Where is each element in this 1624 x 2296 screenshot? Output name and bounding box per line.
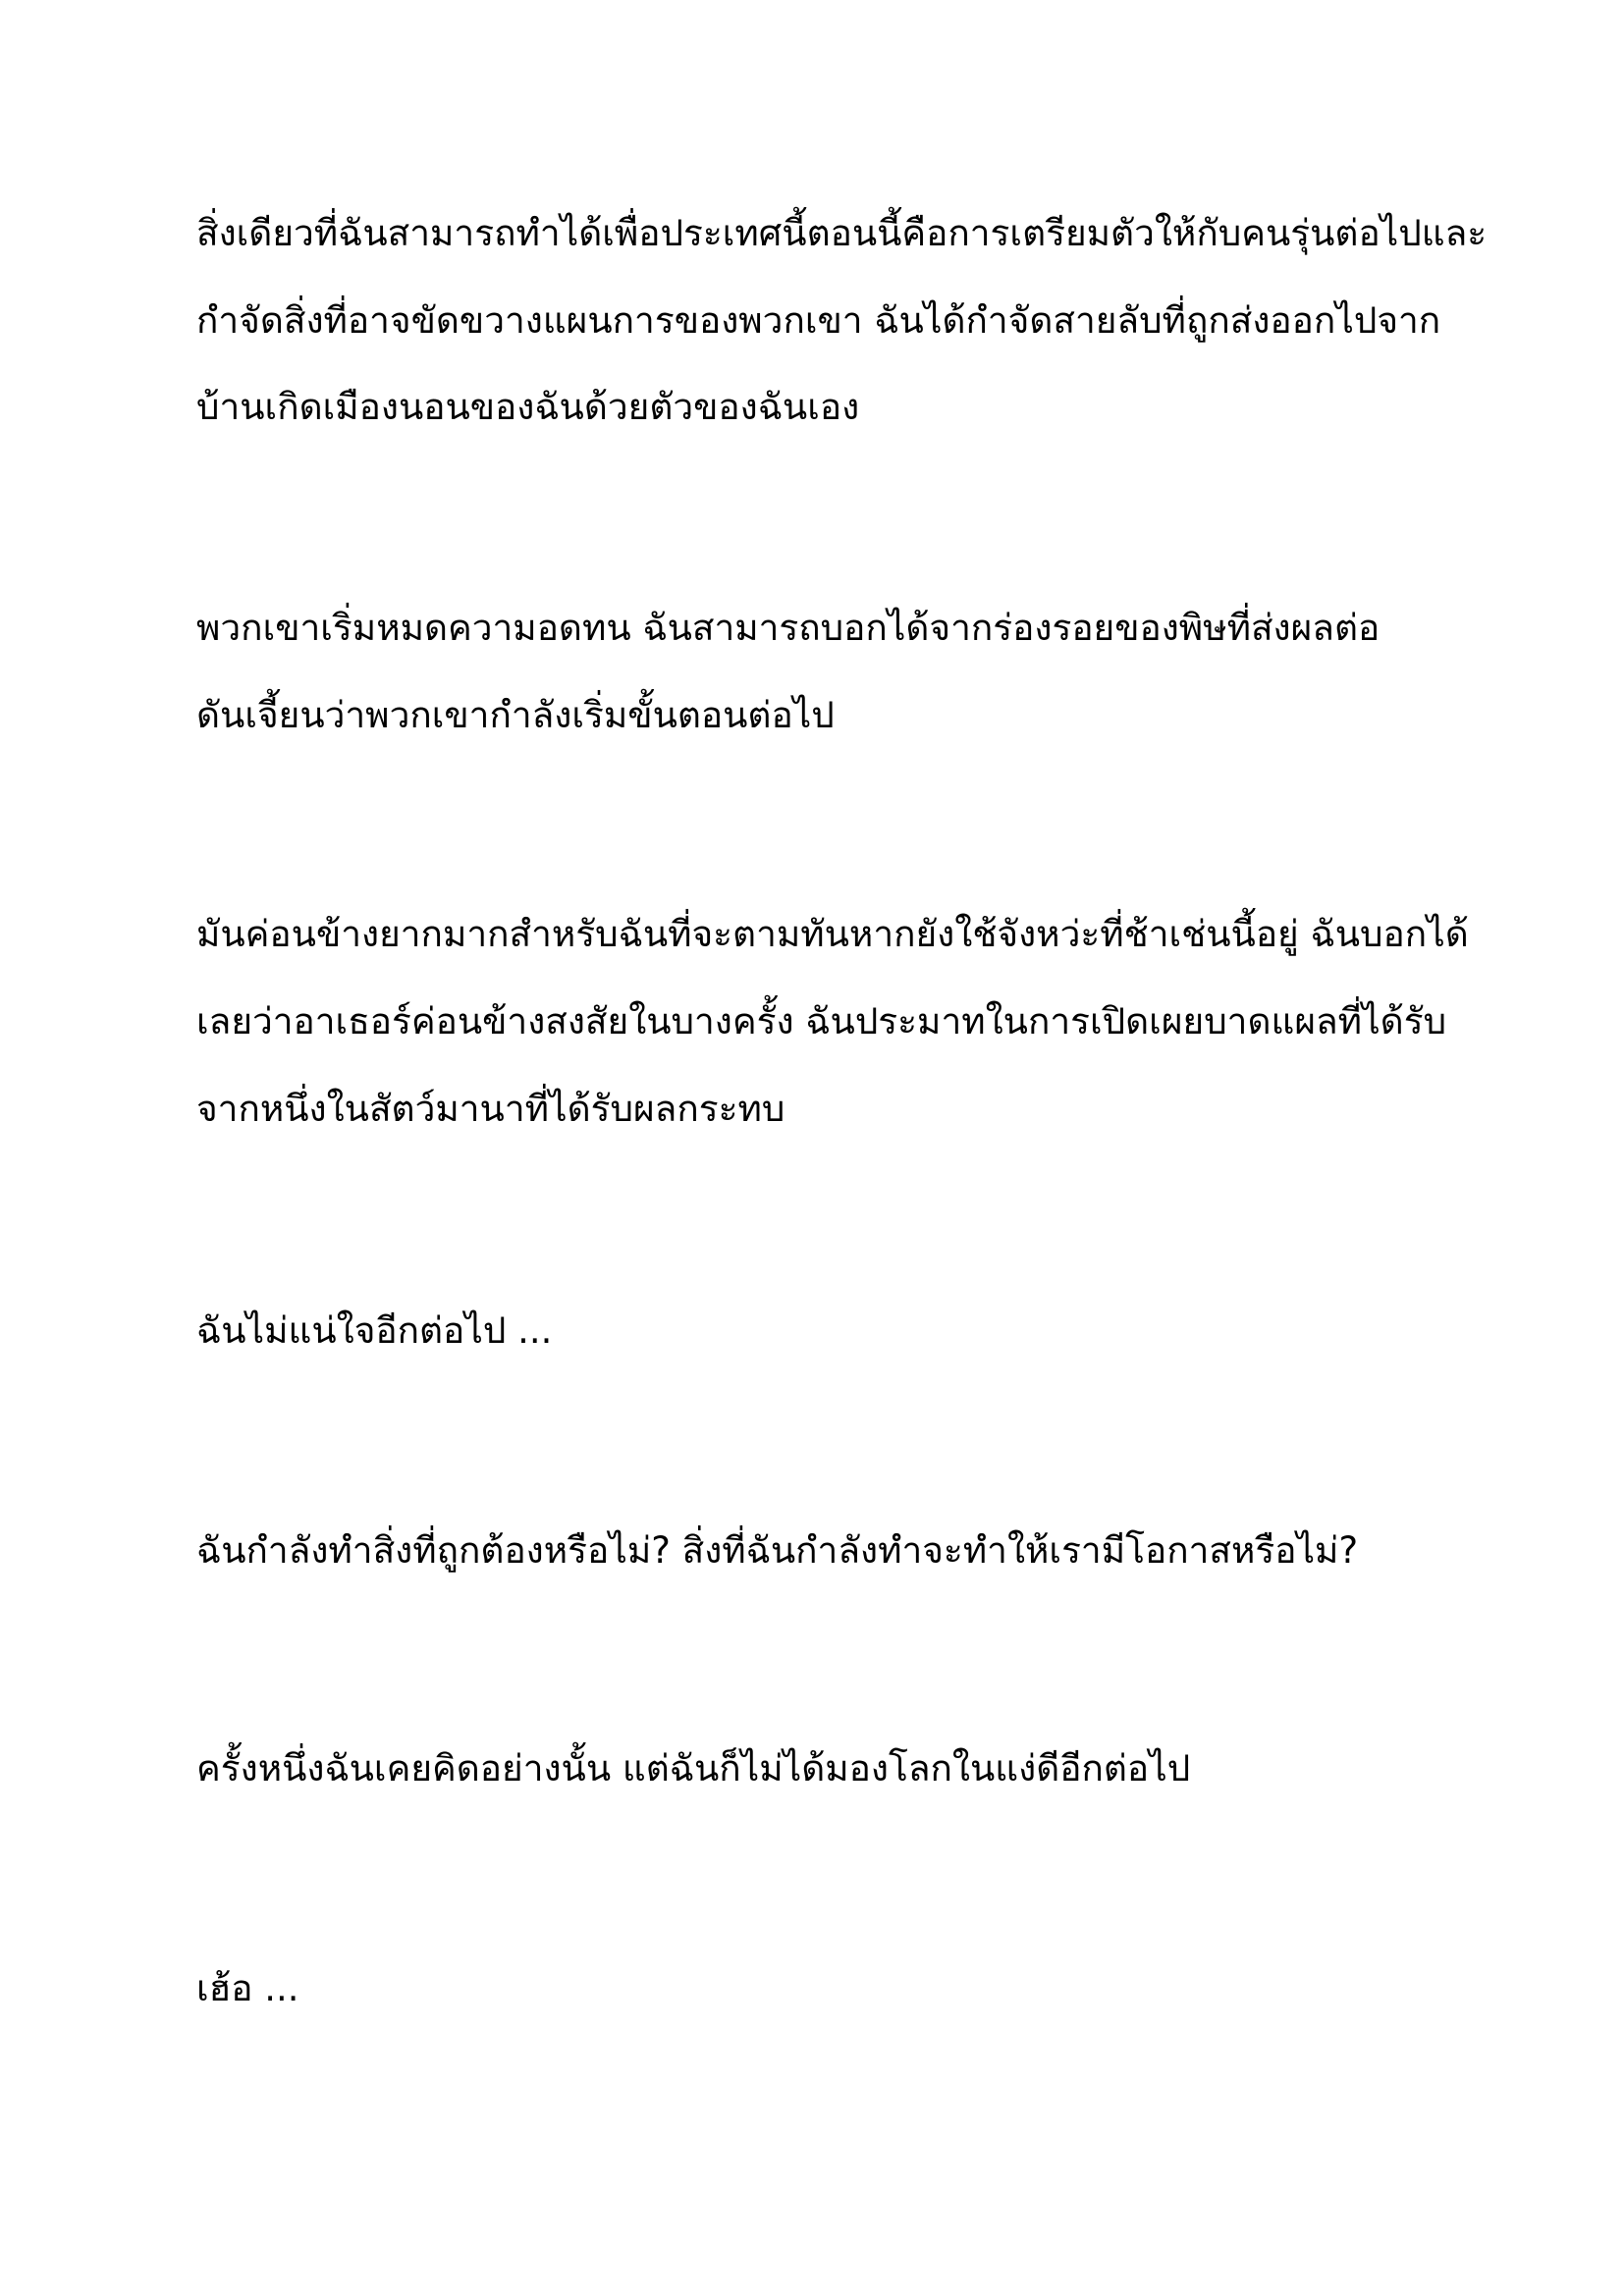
paragraph-6-line-1: ครั้งหนึ่งฉันเคยคิดอย่างนั้น แต่ฉันก็ไม่ได้มองโลกในแง่ดีอีกต่อไป	[196, 1747, 1191, 1789]
paragraph-1-line-1: สิ่งเดียวที่ฉันสามารถทำได้เพื่อประเทศนี้ตอนนี้คือการเตรียมตัวให้กับคนรุ่นต่อไปและ	[196, 212, 1488, 254]
paragraph-2-line-1: พวกเขาเริ่มหมดความอดทน ฉันสามารถบอกได้จากร่องรอยของพิษที่ส่งผลต่อ	[196, 607, 1380, 649]
paragraph-4-line-1: ฉันไม่แน่ใจอีกต่อไป ...	[196, 1309, 553, 1352]
paragraph-1-line-3: บ้านเกิดเมืองนอนของฉันด้วยตัวของฉันเอง	[196, 386, 860, 428]
paragraph-5-line-1: ฉันกำลังทำสิ่งที่ถูกต้องหรือไม่? สิ่งที่ฉันกำลังทำจะทำให้เรามีโอกาสหรือไม่?	[196, 1529, 1359, 1572]
paragraph-3-line-1: มันค่อนข้างยากมากสำหรับฉันที่จะตามทันหากยังใช้จังหว่ะที่ช้าเช่นนี้อยู่ ฉันบอกได้	[196, 913, 1469, 955]
paragraph-7-line-1: เฮ้อ ...	[196, 1967, 299, 2009]
paragraph-3-line-2: เลยว่าอาเธอร์ค่อนข้างสงสัยในบางครั้ง ฉันประมาทในการเปิดเผยบาดแผลที่ได้รับ	[196, 1000, 1447, 1042]
paragraph-1-line-2: กำจัดสิ่งที่อาจขัดขวางแผนการของพวกเขา ฉันได้กำจัดสายลับที่ถูกส่งออกไปจาก	[196, 299, 1441, 342]
paragraph-2-line-2: ดันเจี้ยนว่าพวกเขากำลังเริ่มขั้นตอนต่อไป	[196, 694, 835, 736]
paragraph-3-line-3: จากหนึ่งในสัตว์มานาที่ได้รับผลกระทบ	[196, 1088, 785, 1130]
